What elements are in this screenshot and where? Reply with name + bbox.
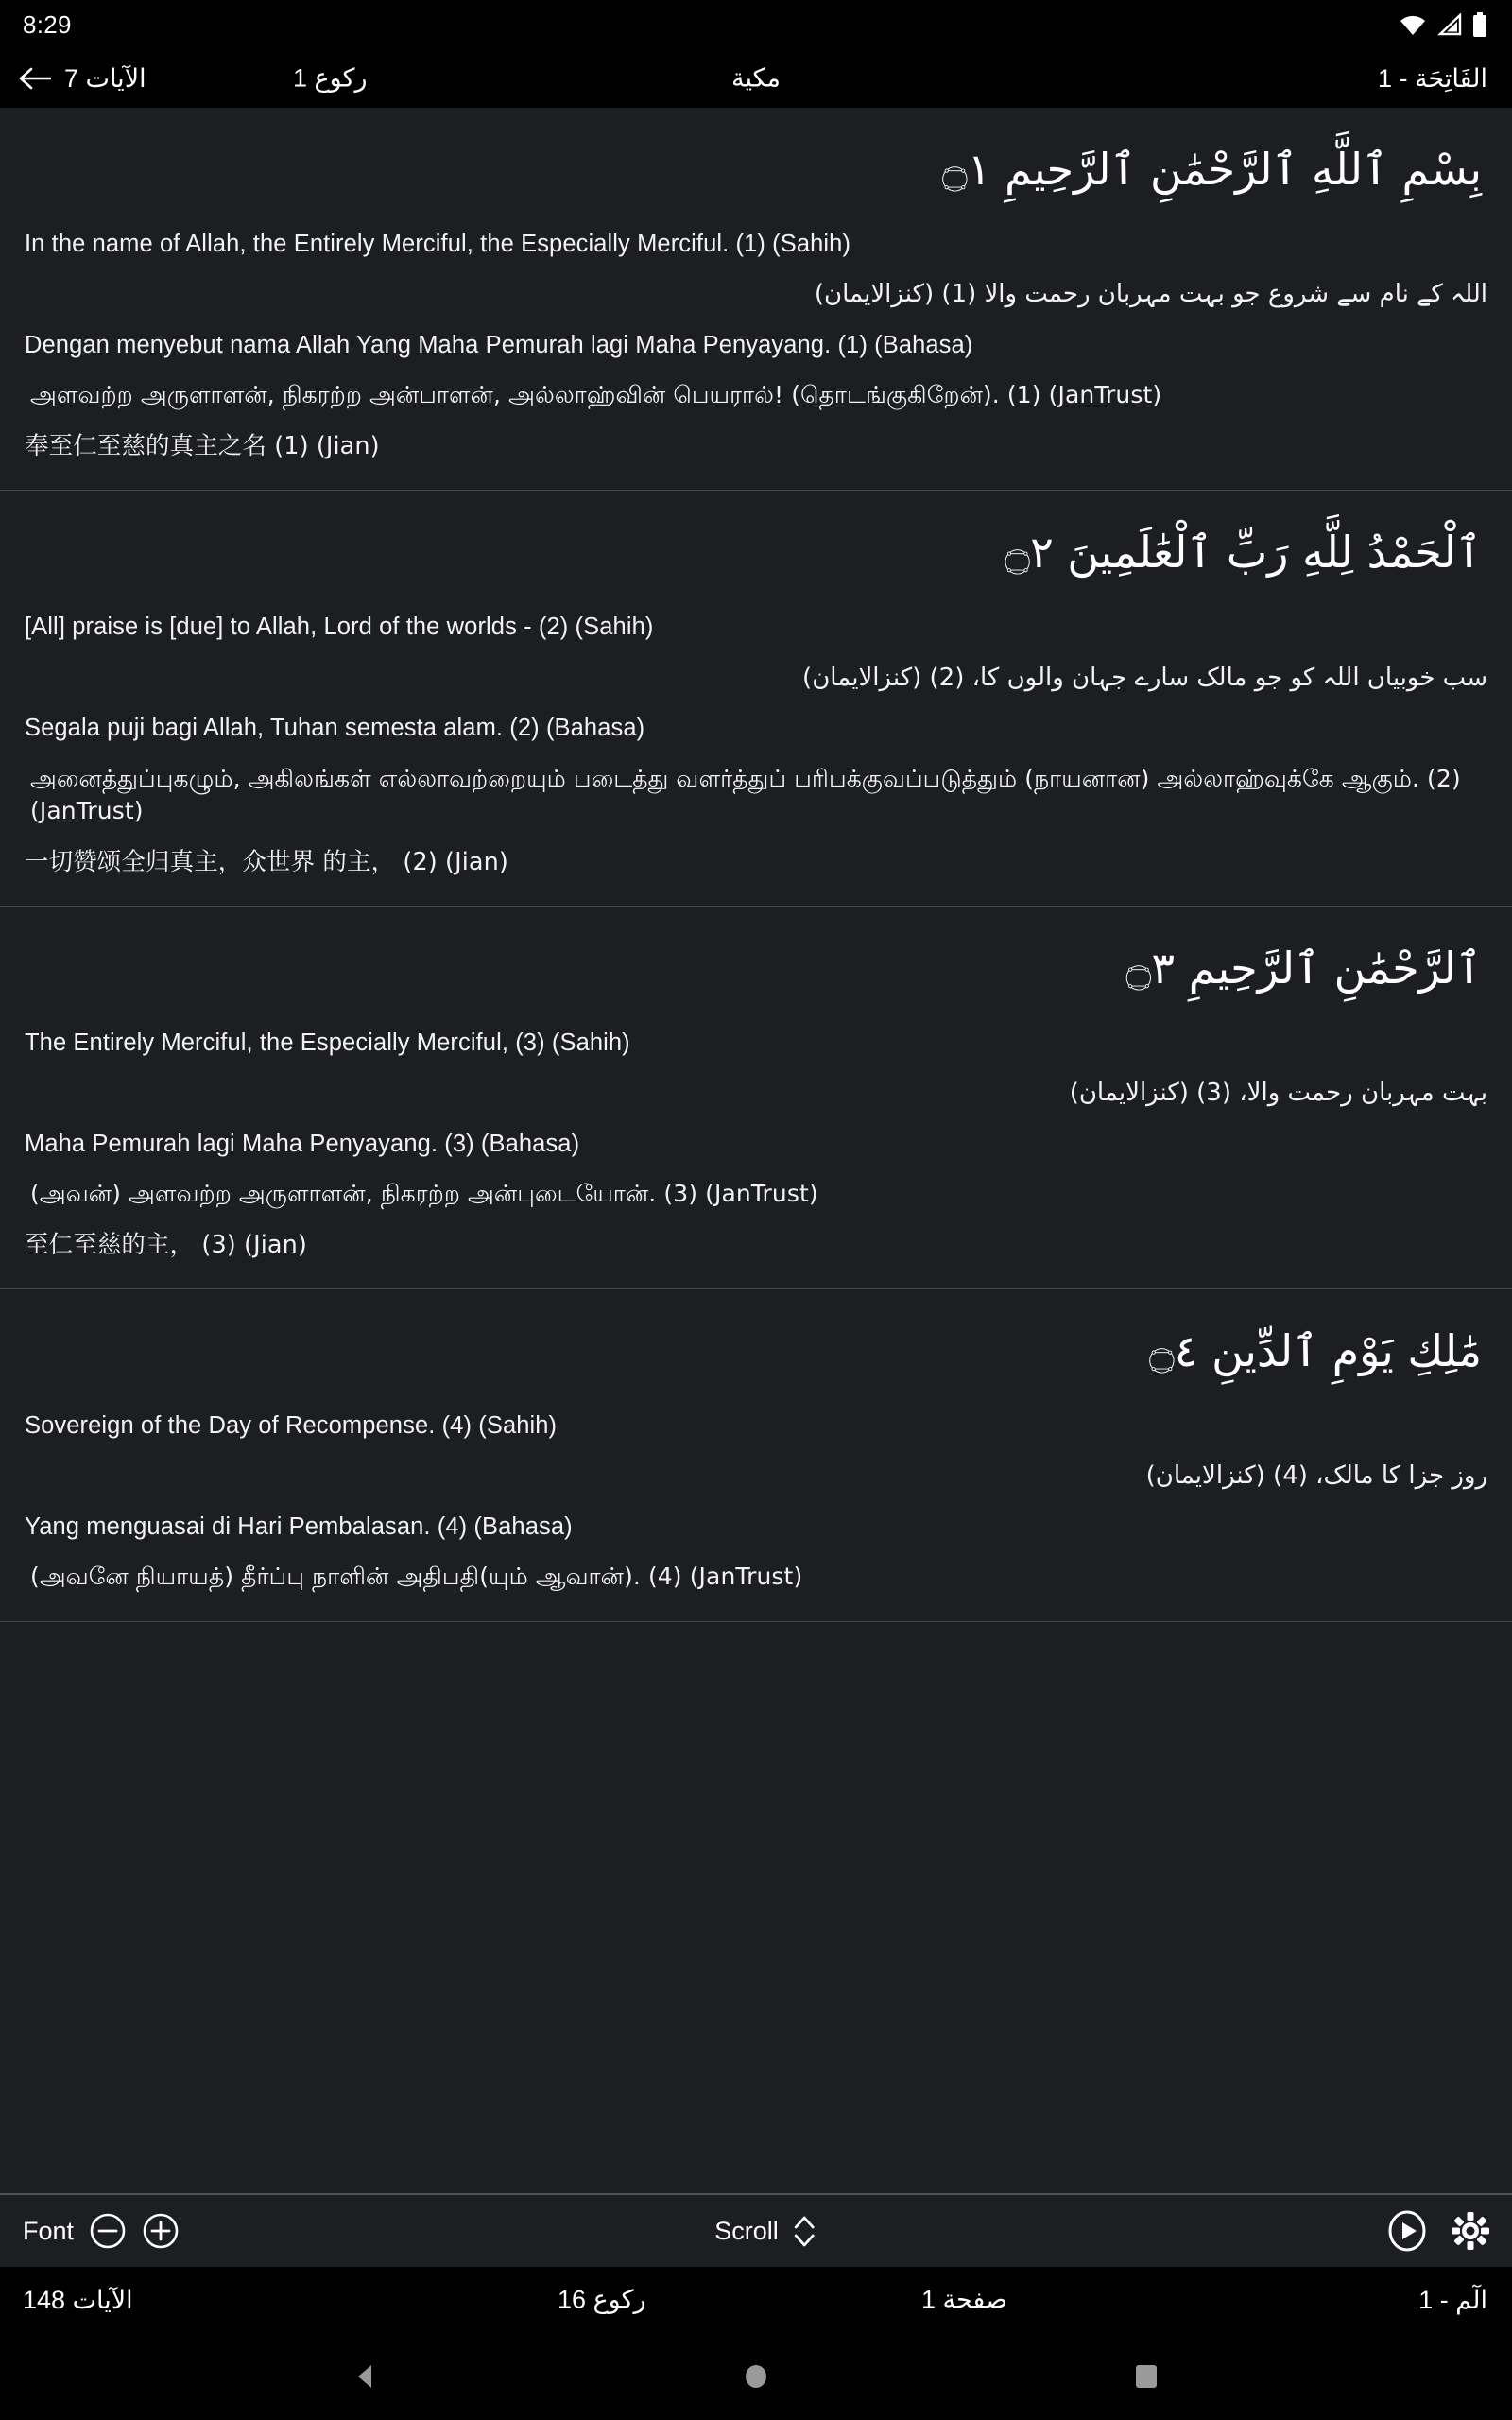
verse-translation: 至仁至慈的主， (3) (Jian): [25, 1230, 307, 1259]
back-arrow-icon[interactable]: [19, 64, 51, 93]
verse-translation: (அவனே நியாயத்) தீர்ப்பு நாளின் அதிபதி(யும் ஆவான்). (4) (JanTrust): [30, 1563, 803, 1591]
scroll-label: Scroll: [714, 2216, 779, 2245]
info-juz-label[interactable]: 1 - الٓم: [1418, 2285, 1487, 2314]
header-ayat-count[interactable]: الآيات 7: [64, 63, 146, 93]
verse-translation: Dengan menyebut nama Allah Yang Maha Pemurah lagi Maha Penyayang. (1) (Bahasa): [25, 332, 973, 359]
verse-block[interactable]: [0, 491, 1512, 907]
verse-block[interactable]: [0, 907, 1512, 1289]
verse-translation: (அவன்) அளவற்ற அருளாளன், நிகரற்ற அன்புடையோன். (3) (JanTrust): [30, 1180, 818, 1208]
play-circle-icon[interactable]: [1385, 2209, 1429, 2253]
header-revelation-type[interactable]: مكية: [731, 63, 781, 93]
verse-arabic-text[interactable]: بِسْمِ ٱللَّهِ ٱلرَّحْمَٰنِ ٱلرَّحِيمِ ۝١: [941, 144, 1482, 195]
reader-toolbar: [0, 2193, 1512, 2267]
verse-arabic-text[interactable]: ٱلْحَمْدُ لِلَّهِ رَبِّ ٱلْعَٰلَمِينَ ۝٢: [1005, 527, 1482, 579]
verse-translation: 一切赞颂全归真主，众世界 的主， (2) (Jian): [25, 847, 508, 876]
info-ayat-total[interactable]: الآيات 148: [23, 2285, 133, 2314]
verse-translation: In the name of Allah, the Entirely Merciful, the Especially Merciful. (1) (Sahih): [25, 231, 851, 258]
wifi-icon: [1399, 13, 1427, 36]
verse-translation: அளவற்ற அருளாளன், நிகரற்ற அன்பாளன், அல்லாஹ்வின் பெயரால்! (தொடங்குகிறேன்). (1) (JanTrust): [30, 381, 1162, 409]
verse-translation: Maha Pemurah lagi Maha Penyayang. (3) (Bahasa): [25, 1130, 580, 1157]
header-ruku-count[interactable]: ركوع 1: [293, 63, 368, 93]
verse-translation: [All] praise is [due] to Allah, Lord of the worlds - (2) (Sahih): [25, 614, 654, 641]
info-page-number[interactable]: صفحة 1: [921, 2285, 1008, 2314]
plus-circle-icon[interactable]: [142, 2212, 180, 2250]
verse-translation: Sovereign of the Day of Recompense. (4) (Sahih): [25, 1412, 558, 1440]
font-size-controls: [23, 2212, 180, 2250]
verse-block[interactable]: [0, 108, 1512, 491]
font-label: Font: [23, 2216, 75, 2245]
signal-icon: [1437, 13, 1462, 36]
verse-arabic-text[interactable]: ٱلرَّحْمَٰنِ ٱلرَّحِيمِ ۝٣: [1125, 942, 1482, 994]
info-ruku-total[interactable]: ركوع 16: [558, 2285, 646, 2314]
status-icon-group: [1399, 12, 1487, 37]
header-surah-title[interactable]: 1 - الفَاتِحَة: [1377, 63, 1487, 93]
battery-icon: [1472, 12, 1487, 37]
nav-home-circle-icon[interactable]: [709, 2333, 803, 2420]
minus-circle-icon[interactable]: [89, 2212, 127, 2250]
verse-translation: سب خوبیاں اللہ کو جو مالک سارے جہان والوں کا، (2) (کنزالایمان): [802, 663, 1487, 692]
verse-translation: روز جزا کا مالک، (4) (کنزالایمان): [1145, 1461, 1487, 1491]
verse-translation: அனைத்துப்புகழும், அகிலங்கள் எல்லாவற்றையும் படைத்து வளர்த்துப் பரிபக்குவப்படுத்தும் (நாயனான) அல்லாஹ்வுக்கே ஆகும். (2) (JanTrust): [30, 764, 1461, 825]
app-header-bar: [0, 49, 1512, 108]
gear-icon[interactable]: [1450, 2210, 1491, 2252]
surah-info-bar: [0, 2267, 1512, 2333]
chevron-up-down-icon[interactable]: [790, 2211, 818, 2251]
system-status-bar: [0, 0, 1512, 49]
nav-back-triangle-icon[interactable]: [318, 2333, 413, 2420]
verse-arabic-text[interactable]: مَٰلِكِ يَوْمِ ٱلدِّينِ ۝٤: [1148, 1324, 1482, 1376]
verse-translation: بہت مہربان رحمت والا، (3) (کنزالایمان): [1069, 1079, 1487, 1108]
nav-recents-square-icon[interactable]: [1099, 2333, 1194, 2420]
verse-translation: اللہ کے نام سے شروع جو بہت مہربان رحمت والا (1) (کنزالایمان): [814, 280, 1487, 309]
verse-translation: The Entirely Merciful, the Especially Merciful, (3) (Sahih): [25, 1028, 630, 1056]
verse-translation: 奉至仁至慈的真主之名 (1) (Jian): [25, 431, 380, 460]
header-left-group[interactable]: [19, 64, 150, 94]
quran-verse-list[interactable]: [0, 108, 1512, 2193]
playback-controls: [1385, 2209, 1491, 2253]
scroll-controls: [714, 2211, 818, 2251]
verse-translation: Yang menguasai di Hari Pembalasan. (4) (Bahasa): [25, 1513, 573, 1541]
android-navigation-bar: [0, 2333, 1512, 2420]
verse-block[interactable]: [0, 1289, 1512, 1622]
verse-translation: Segala puji bagi Allah, Tuhan semesta alam. (2) (Bahasa): [25, 715, 645, 742]
status-clock: 8:29: [23, 9, 72, 39]
